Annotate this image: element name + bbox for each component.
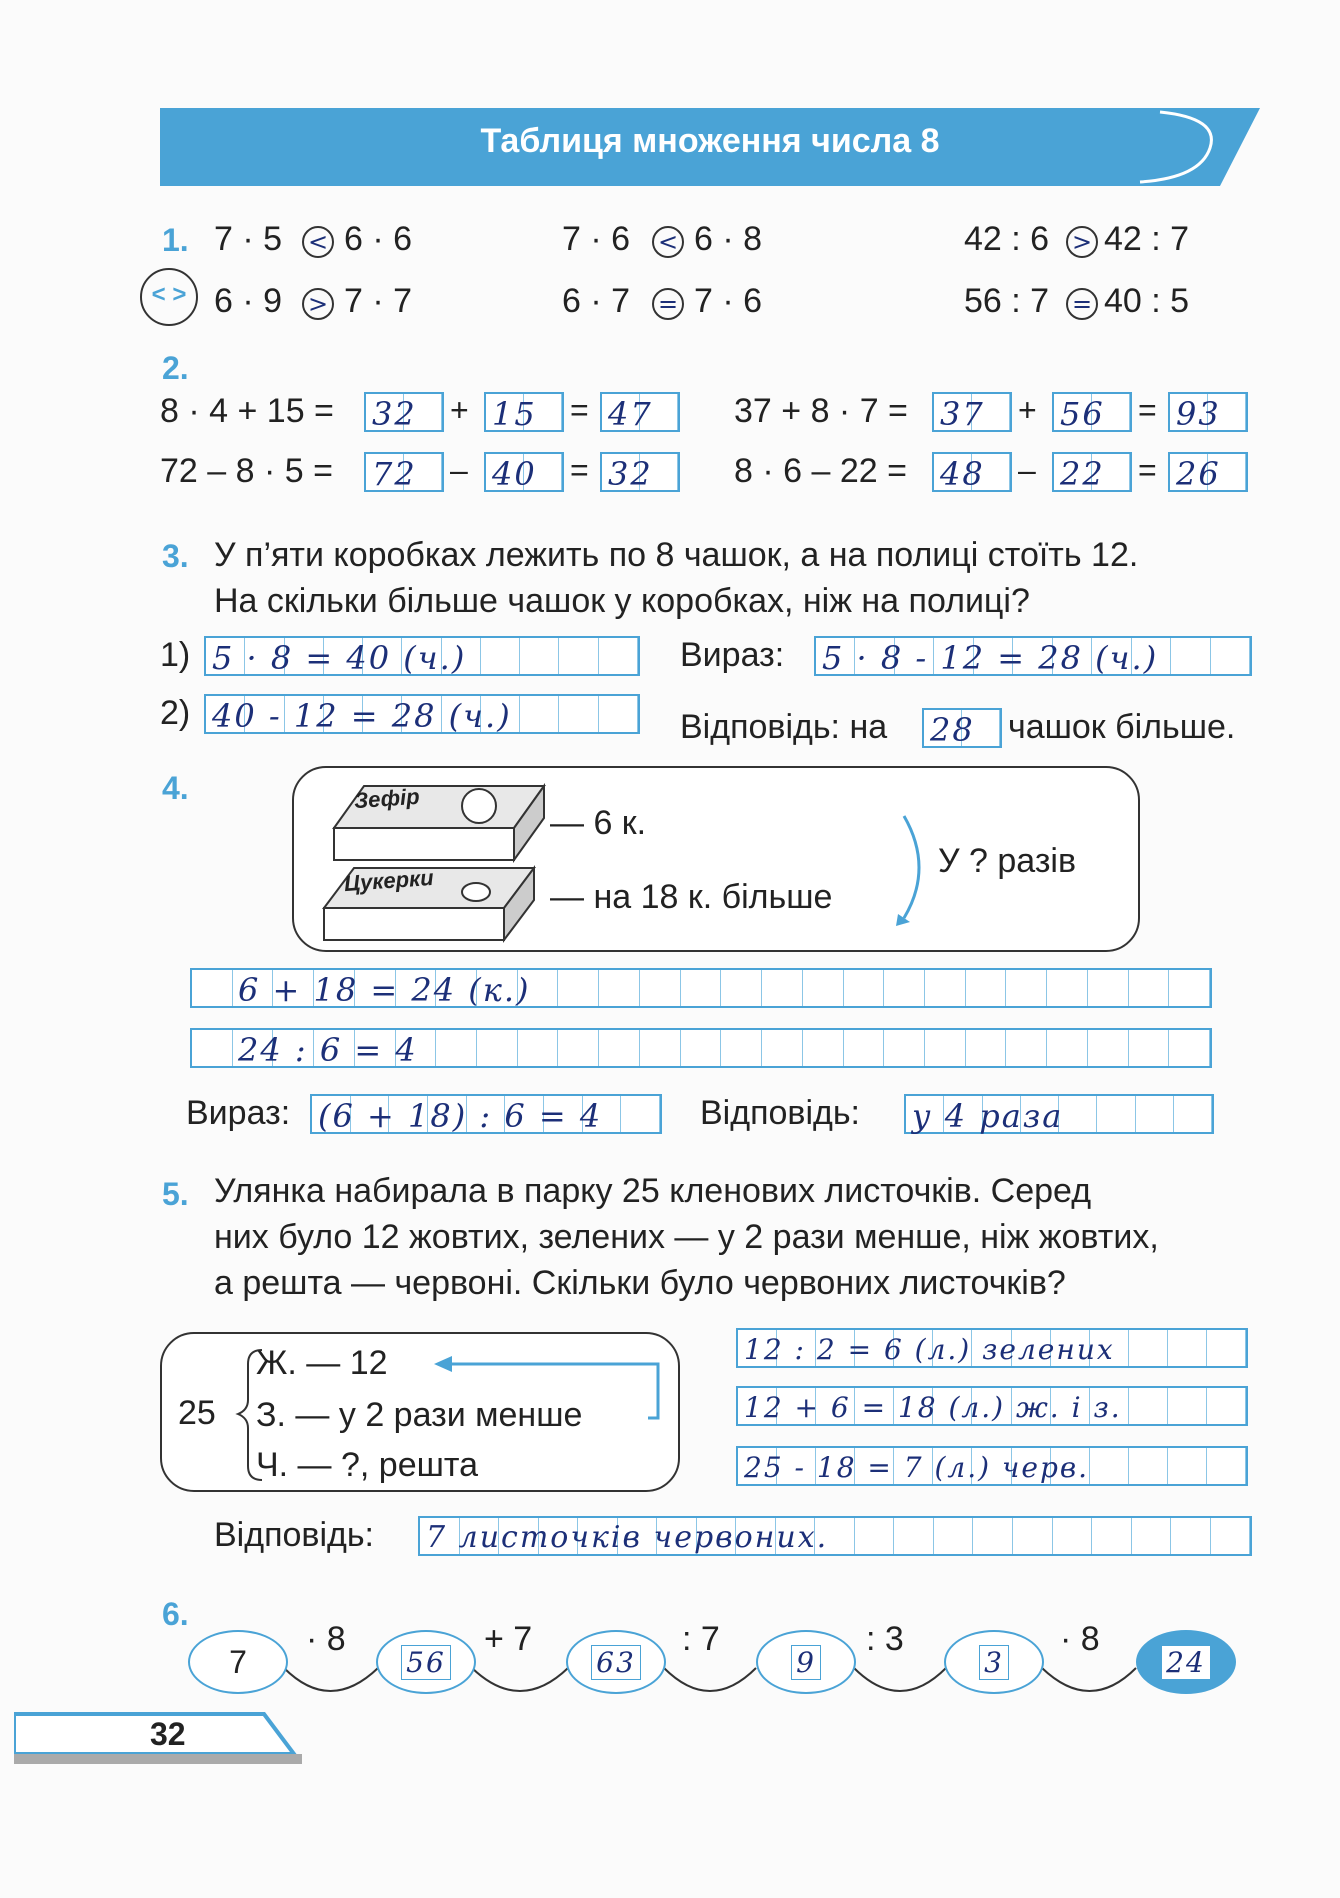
ex3-step2-label: 2) [160,694,191,732]
ex1-number: 1. [162,222,189,258]
ex5-number: 5. [162,1176,189,1212]
box1-quantity: — 6 к. [550,804,647,842]
chain-cell-1 [376,1630,476,1694]
ex3-step1-label: 1) [160,636,191,674]
answer-result: 26 [1176,455,1221,493]
chain-cell-3 [756,1630,856,1694]
answer-result: 47 [608,395,653,433]
answer-b: 56 [1060,395,1105,433]
answer-result: 32 [608,455,653,493]
chain-cell-4 [944,1630,1044,1694]
ex4-answer-value: у 4 раза [912,1097,1064,1135]
ex4-number: 4. [162,770,189,806]
ex1-r2-right3: 40 : 5 [1104,282,1190,320]
chain-value-4: 3 [979,1645,1009,1680]
ex1-r1-right3: 42 : 7 [1104,220,1190,258]
ex1-r2-left2: 6 · 7 [562,282,631,320]
answer-b: 15 [492,395,537,433]
operator: + [1018,392,1037,428]
equals: = [1138,452,1157,488]
answer-a: 37 [940,395,985,433]
box1-label: Зефір [353,783,421,814]
answer-a: 48 [940,455,985,493]
chain-op-1: · 8 [306,1620,346,1658]
ex5-cond3: Ч. — ?, решта [256,1446,478,1484]
expr-text: 8 · 4 + 15 = [160,392,334,430]
chain-value-2: 63 [591,1645,641,1680]
ex3-number: 3. [162,538,189,574]
ex4-answer-label: Відповідь: [700,1094,861,1132]
ex1-r2-sign: > [302,288,334,320]
ex4-diagram [292,766,1140,952]
chain-op-2: + 7 [484,1620,533,1658]
chain-value-3: 9 [791,1645,821,1680]
ex1-r1-right2: 6 · 8 [694,220,763,258]
ex5-text-line2: них було 12 жовтих, зелених — у 2 рази менше, ніж жовтих, [214,1218,1159,1256]
ex1-r1-left3: 42 : 6 [964,220,1050,258]
ex1-r1-sign2: < [652,226,684,258]
ex1-r2-right2: 7 · 6 [694,282,763,320]
ex1-r1-left2: 7 · 6 [562,220,631,258]
ex5-answer-label: Відповідь: [214,1516,375,1554]
ex1-r1-right: 6 · 6 [344,220,413,258]
operator: + [450,392,469,428]
ex2-number: 2. [162,350,189,386]
ex4-step2-answer: 24 : 6 = 4 [238,1031,418,1069]
ex6-number: 6. [162,1596,189,1632]
chain-arcs [190,1664,1290,1724]
box2-quantity: — на 18 к. більше [550,878,833,916]
chain-op-5: · 8 [1060,1620,1100,1658]
title-banner [160,108,1260,186]
ex1-r2-sign3: = [1066,288,1098,320]
ex3-answer-value: 28 [930,711,975,749]
ex5-text-line1: Улянка набирала в парку 25 кленових листочків. Серед [214,1172,1092,1210]
chain-result [1136,1630,1236,1694]
ex5-text-line3: а решта — червоні. Скільки було червоних листочків? [214,1264,1066,1302]
ex3-answer-tail: чашок більше. [1008,708,1236,746]
answer-b: 22 [1060,455,1105,493]
chain-op-3: : 7 [682,1620,720,1658]
chain-value-1: 56 [401,1645,451,1680]
ex1-r2-left: 6 · 9 [214,282,283,320]
ex5-short-note [160,1332,680,1492]
box2-label: Цукерки [343,864,435,897]
ex1-r1-sign: < [302,226,334,258]
ex5-step1-answer: 12 : 2 = 6 (л.) зелених [744,1333,1115,1366]
operator: – [1018,452,1036,488]
ex3-text-line1: У п’яти коробках лежить по 8 чашок, а на полиці стоїть 12. [214,536,1139,574]
ex3-expr-label: Вираз: [680,636,785,674]
answer-result: 93 [1176,395,1221,433]
ex1-r2-right: 7 · 7 [344,282,413,320]
ex4-expr-answer: (6 + 18) : 6 = 4 [318,1097,603,1135]
ex1-r2-left3: 56 : 7 [964,282,1050,320]
page-number: 32 [150,1716,186,1752]
answer-a: 32 [372,395,417,433]
equals: = [570,452,589,488]
ex3-step2-answer: 40 - 12 = 28 (ч.) [212,697,512,735]
chain-op-4: : 3 [866,1620,904,1658]
ex1-r1-left: 7 · 5 [214,220,283,258]
ex3-text-line2: На скільки більше чашок у коробках, ніж на полиці? [214,582,1030,620]
expr-text: 37 + 8 · 7 = [734,392,908,430]
ex3-answer-label: Відповідь: на [680,708,888,746]
chain-value-5: 24 [1161,1645,1211,1680]
chain-start-value: 7 [229,1643,247,1680]
expr-text: 8 · 6 – 22 = [734,452,907,490]
compare-icon: < > [140,268,198,326]
answer-b: 40 [492,455,537,493]
chain-start [188,1630,288,1694]
equals: = [570,392,589,428]
expr-text: 72 – 8 · 5 = [160,452,333,490]
equals: = [1138,392,1157,428]
page-number-tab [14,1710,304,1766]
ex4-step1-answer: 6 + 18 = 24 (к.) [238,971,531,1009]
ex1-r2-sign2: = [652,288,684,320]
ex5-cond1: Ж. — 12 [256,1344,388,1382]
ex1-r1-sign3: > [1066,226,1098,258]
ex3-step1-answer: 5 · 8 = 40 (ч.) [212,639,467,677]
answer-a: 72 [372,455,417,493]
chain-cell-2 [566,1630,666,1694]
ex5-step2-answer: 12 + 6 = 18 (л.) ж. і з. [744,1391,1122,1424]
ex5-total: 25 [178,1394,216,1432]
ex4-expr-label: Вираз: [186,1094,291,1132]
operator: – [450,452,468,488]
ex4-question: У ? разів [938,842,1077,880]
ex3-expr-answer: 5 · 8 - 12 = 28 (ч.) [822,639,1159,677]
page-title: Таблиця множення числа 8 [480,122,940,160]
ex5-step3-answer: 25 - 18 = 7 (л.) черв. [744,1451,1090,1484]
ex5-cond2: З. — у 2 рази менше [256,1396,583,1434]
ex5-answer-value: 7 листочків червоних. [426,1520,829,1555]
